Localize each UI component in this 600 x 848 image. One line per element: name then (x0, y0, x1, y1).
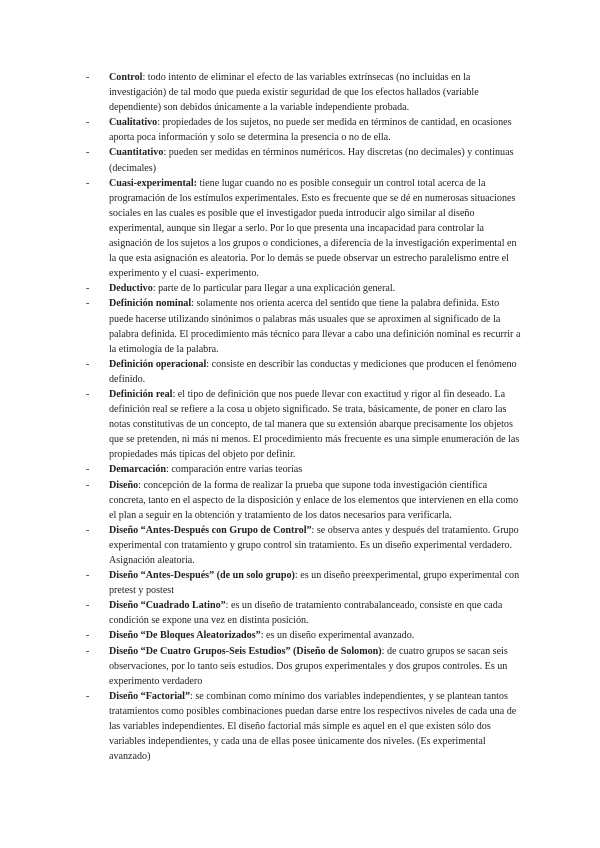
bullet-dash: - (86, 117, 90, 129)
entry-term: Diseño “Factorial” (109, 690, 191, 702)
entry-term: Definición operacional (109, 358, 207, 370)
bullet-dash: - (86, 72, 90, 83)
entry-definition: : solamente nos orienta acerca del sentido que tiene la palabra definida. Esto puede hacerse utilizando sinónimos o palabras más usuales que se aproximen al significado de la palabra definida. El procedimiento más técnico para llevar a cabo una definición nominal es recurrir a la etimología de la palabra. (109, 298, 521, 355)
entry-definition: : es un diseño preexperimental, grupo experimental con pretest y postest (109, 570, 520, 597)
entry-term: Definición real (109, 388, 173, 400)
entry-definition: : el tipo de definición que nos puede llevar con exactitud y rigor al fin deseado. La definición real se refiere a la cosa u objeto significado. Se trata, básicamente, de poner en claro las notas constitutivas de un concepto, de tal manera que su extensión abarque precisamente los objetos que se pretenden, ni más ni menos. El procedimiento más frecuente es una simple enumeración de las propiedades más típicas del objeto por definir. (109, 388, 520, 461)
entry-term: Demarcación (109, 464, 166, 476)
list-item (86, 357, 522, 387)
list-item (86, 387, 522, 462)
bullet-dash: - (86, 298, 90, 310)
entry-definition: : se combinan como mínimo dos variables independientes, y se plantean tantos tratamientos como posibles combinaciones puedan darse entre los respectivos niveles de cada una de las variables independientes. El diseño factorial más simple es aquel en el que existen sólo dos variables independientes, y cada una de ellas posee únicamente dos niveles. (Es experimental avanzado) (109, 690, 517, 763)
entry-term: Cuasi-experimental: (109, 177, 198, 189)
list-item (86, 628, 522, 643)
entry-definition: : concepción de la forma de realizar la prueba que supone toda investigación científica concreta, tanto en el aspecto de la disposición y enlace de los elementos que intervienen en ella como el plan a seguir en la obtención y tratamiento de los datos necesarios para verificarla. (109, 479, 519, 521)
entry-definition: : consiste en describir las conductas y mediciones que producen el fenómeno definido. (109, 358, 517, 385)
entry-definition: : se observa antes y después del tratamiento. Grupo experimental con tratamiento y grupo control sin tratamiento. Es un diseño experimental verdadero. Asignación aleatoria. (109, 524, 519, 566)
bullet-dash: - (86, 283, 90, 295)
entry-term: Control (109, 72, 143, 83)
list-item (86, 568, 522, 598)
list-item (86, 145, 522, 175)
list-item (86, 281, 522, 296)
entry-definition: : pueden ser medidas en términos numéricos. Hay discretas (no decimales) y continuas (decimales) (109, 147, 514, 174)
glossary-list (86, 70, 522, 764)
bullet-dash: - (86, 388, 90, 400)
list-item (86, 296, 522, 356)
entry-definition: : todo intento de eliminar el efecto de las variables extrínsecas (no incluidas en la investigación) de tal modo que pueda existir seguridad de que los efectos hallados (variable dependiente) son debidos únicamente a la variable independiente probada. (109, 72, 479, 114)
bullet-dash: - (86, 600, 90, 612)
list-item (86, 523, 522, 568)
entry-term: Cuantitativo (109, 147, 164, 159)
bullet-dash: - (86, 358, 90, 370)
entry-definition: : comparación entre varias teorías (166, 464, 303, 476)
entry-term: Diseño “Cuadrado Latino” (109, 600, 226, 612)
bullet-dash: - (86, 570, 90, 582)
entry-term: Cualitativo (109, 117, 158, 129)
entry-definition: : es un diseño experimental avanzado. (260, 630, 415, 642)
list-item (86, 115, 522, 145)
list-item (86, 70, 522, 115)
bullet-dash: - (86, 147, 90, 159)
entry-term: Diseño “De Cuatro Grupos-Seis Estudios” (Diseño de Solomon) (109, 645, 382, 657)
entry-definition: tiene lugar cuando no es posible conseguir un control total acerca de la programación de los estímulos experimentales. Esto es frecuente que se dé en numerosas situaciones sociales en las cuales es posible que el investigador pueda introducir algo similar al diseño experimental, aunque sin llegar a serlo. Por lo que presenta una incapacidad para controlar la asignación de los sujetos a los grupos o condiciones, a diferencia de la investigación experimental en la que esta asignación es aleatoria. Por lo demás se puede observar un estrecho paralelismo entre el experimento y el cuasi- experimento. (109, 177, 517, 280)
entry-term: Deductivo (109, 283, 153, 295)
bullet-dash: - (86, 479, 90, 491)
list-item (86, 462, 522, 477)
bullet-dash: - (86, 645, 90, 657)
entry-definition: : parte de lo particular para llegar a una explicación general. (152, 283, 396, 295)
entry-term: Diseño (109, 479, 139, 491)
bullet-dash: - (86, 630, 90, 642)
list-item (86, 176, 522, 282)
entry-definition: : de cuatro grupos se sacan seis observaciones, por lo tanto seis estudios. Dos grupos experimentales y dos grupos controles. Es un experimento verdadero (109, 645, 508, 687)
entry-term: Definición nominal (109, 298, 192, 310)
entry-term: Diseño “De Bloques Aleatorizados” (109, 630, 261, 642)
bullet-dash: - (86, 177, 90, 189)
list-item (86, 689, 522, 764)
entry-definition: : es un diseño de tratamiento contrabalanceado, consiste en que cada condición se expone una vez en distinta posición. (109, 600, 503, 627)
bullet-dash: - (86, 524, 90, 536)
entry-definition: : propiedades de los sujetos, no puede ser medida en términos de cantidad, en ocasiones aporta poca información y solo se determina la presencia o no de ella. (109, 117, 512, 144)
bullet-dash: - (86, 464, 90, 476)
list-item (86, 644, 522, 689)
list-item (86, 598, 522, 628)
entry-term: Diseño “Antes-Después con Grupo de Control” (109, 524, 312, 536)
bullet-dash: - (86, 690, 90, 702)
list-item (86, 478, 522, 523)
entry-term: Diseño “Antes-Después” (de un solo grupo) (109, 570, 295, 582)
